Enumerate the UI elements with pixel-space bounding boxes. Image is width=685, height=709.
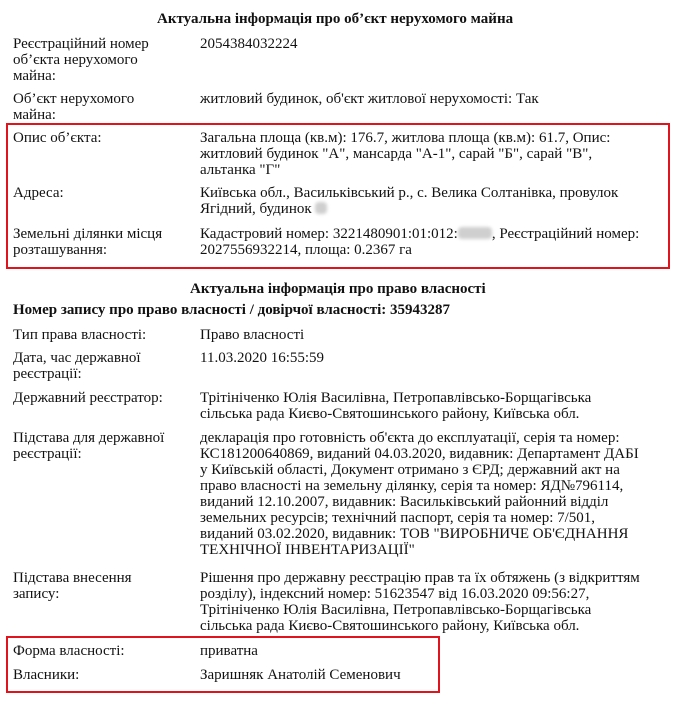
object-description-value xyxy=(200,130,610,178)
state-registrar-value xyxy=(200,390,591,422)
label-line: Реєстраційний номер xyxy=(13,36,149,52)
label-line: Власники: xyxy=(13,667,80,683)
value-line: 2027556932214, площа: 0.2367 га xyxy=(200,242,412,258)
property-object-value xyxy=(200,91,539,107)
label-line: Опис об’єкта: xyxy=(13,130,102,146)
value-line: виданий 03.02.2020, видавник: ТОВ "ВИРОБНИЧЕ ОБ'ЄДНАННЯ xyxy=(200,526,629,542)
label-line: Адреса: xyxy=(13,185,64,201)
registration-datetime-value xyxy=(200,350,324,366)
entry-basis-label xyxy=(13,570,132,602)
address-label xyxy=(13,185,64,201)
label-line: Об’єкт нерухомого xyxy=(13,91,135,107)
owners-label xyxy=(13,667,79,683)
value-line: 2054384032224 xyxy=(200,36,298,52)
owners-value xyxy=(200,667,401,683)
value-line: виданий 12.10.2007, видавник: Васильківський районний відділ xyxy=(200,494,609,510)
state-registrar-label xyxy=(13,390,163,406)
redacted-mark xyxy=(458,227,492,239)
label-line: Підстава внесення xyxy=(13,570,132,586)
registration-datetime-label xyxy=(13,350,141,382)
land-plots-label xyxy=(13,226,162,258)
value-line: Ягідний, будинок xyxy=(200,201,316,217)
object-section-title: Актуальна інформація про об’єкт нерухомого майна xyxy=(157,11,514,27)
redacted-mark xyxy=(315,202,327,214)
label-line: реєстрації: xyxy=(13,446,82,462)
ownership-section-title: Актуальна інформація про право власності xyxy=(190,281,486,297)
entry-basis-value xyxy=(200,570,640,634)
label-line: запису: xyxy=(13,586,60,602)
ownership-form-label xyxy=(13,643,125,659)
value-line: право власності на земельну ділянку, серія та номер: ЯД№796114, xyxy=(200,478,624,494)
label-line: майна: xyxy=(13,107,56,123)
value-line: Кадастровий номер: 3221480901:01:012: xyxy=(200,226,458,242)
value-line: у Київській області, Документ отримано з ЄРД; державний акт на xyxy=(200,462,620,478)
value-line: декларація про готовність об'єкта до експлуатації, серія та номер: xyxy=(200,430,620,446)
value-line: Рішення про державну реєстрацію прав та їх обтяжень (з відкриттям xyxy=(200,570,640,586)
ownership-type-label xyxy=(13,327,146,343)
value-line: Трітініченко Юлія Василівна, Петропавлівсько-Борщагівська xyxy=(200,602,592,618)
value-line: приватна xyxy=(200,643,258,659)
address-value xyxy=(200,185,618,217)
registration-number-label xyxy=(13,36,149,84)
label-line: Земельні ділянки місця xyxy=(13,226,163,242)
value-line: альтанка "Г" xyxy=(200,162,281,178)
label-line: Дата, час державної xyxy=(13,350,141,366)
value-line: КС181200640869, виданий 04.03.2020, видавник: Департамент ДАБІ xyxy=(200,446,639,462)
land-plots-value xyxy=(200,226,639,258)
label-line: реєстрації: xyxy=(13,366,82,382)
label-line: Державний реєстратор: xyxy=(13,390,163,406)
value-line: земельних ресурсів; технічний паспорт, серія та номер: 7/501, xyxy=(200,510,596,526)
value-line: 11.03.2020 16:55:59 xyxy=(200,350,325,366)
label-line: об’єкта нерухомого xyxy=(13,52,138,68)
label-line: Тип права власності: xyxy=(13,327,147,343)
value-line: Загальна площа (кв.м): 176.7, житлова площа (кв.м): 61.7, Опис: xyxy=(200,130,611,146)
label-line: Форма власності: xyxy=(13,643,125,659)
object-description-label xyxy=(13,130,102,146)
value-line: житловий будинок "А", мансарда "А-1", сарай "Б", сарай "В", xyxy=(200,146,593,162)
value-line: , Реєстраційний номер: xyxy=(491,226,640,242)
property-object-label xyxy=(13,91,134,123)
value-line: житловий будинок, об'єкт житлової нерухомості: Так xyxy=(200,91,539,107)
ownership-form-value xyxy=(200,643,258,659)
label-line: Підстава для державної xyxy=(13,430,165,446)
ownership-type-value xyxy=(200,327,304,343)
value-line: Трітініченко Юлія Василівна, Петропавлівсько-Борщагівська xyxy=(200,390,592,406)
registration-basis-value xyxy=(200,430,639,558)
value-line: Київська обл., Васильківський р., с. Велика Солтанівка, провулок xyxy=(200,185,619,201)
label-line: майна: xyxy=(13,68,56,84)
value-line: ТЕХНІЧНОЇ ІНВЕНТАРИЗАЦІЇ" xyxy=(200,542,415,558)
record-number-heading: Номер запису про право власності / довірчої власності: 35943287 xyxy=(13,302,451,318)
label-line: розташування: xyxy=(13,242,108,258)
value-line: сільська рада Києво-Святошинського району, Київська обл. xyxy=(200,406,580,422)
registration-basis-label xyxy=(13,430,164,462)
value-line: Право власності xyxy=(200,327,305,343)
value-line: Заришняк Анатолій Семенович xyxy=(200,667,401,683)
registration-number-value xyxy=(200,36,298,52)
value-line: розділу), індексний номер: 51623547 від 16.03.2020 09:56:27, xyxy=(200,586,590,602)
value-line: сільська рада Києво-Святошинського району, Київська обл. xyxy=(200,618,580,634)
